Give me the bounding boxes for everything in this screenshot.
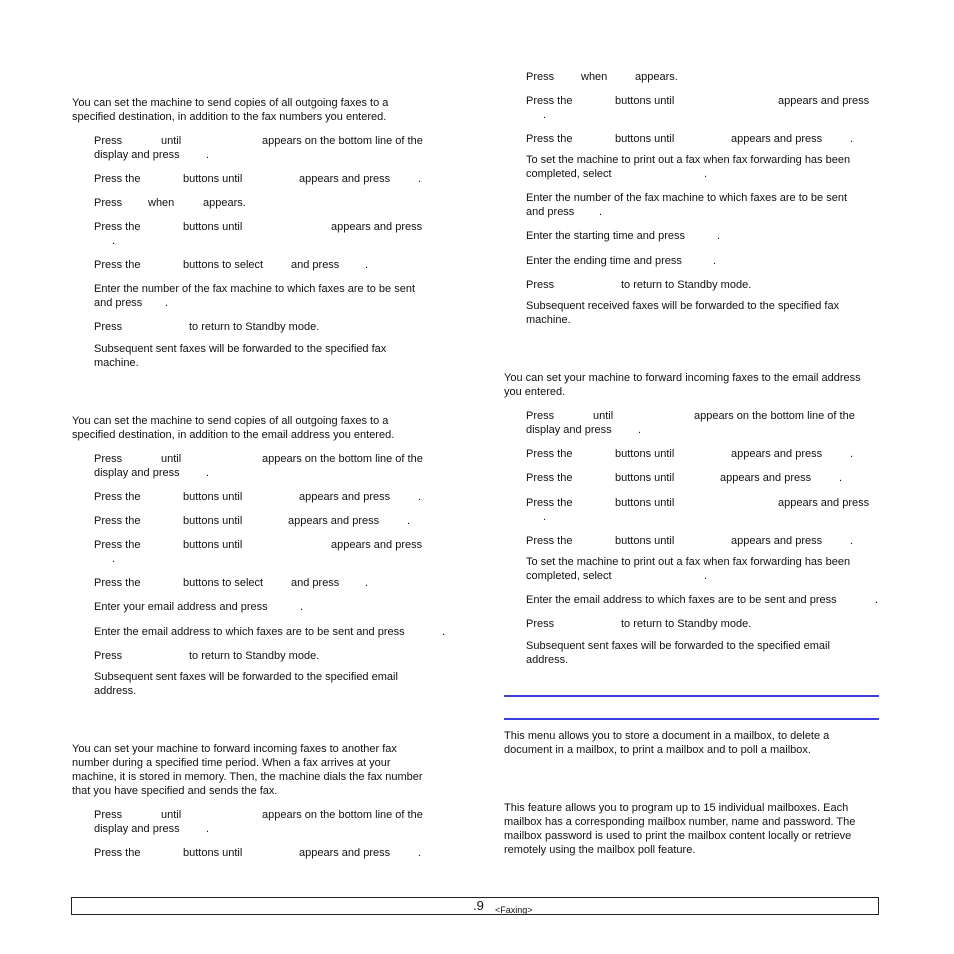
- step-text: .: [418, 173, 422, 185]
- step-text: Enter the email address to which faxes are to be sent and press: [94, 626, 405, 638]
- step-text: completed, select: [526, 570, 612, 582]
- step-text: Press the: [94, 221, 141, 233]
- step-text: Press the: [94, 847, 141, 859]
- step-text: Enter your email address and press: [94, 601, 268, 613]
- step-text: appears on the bottom line of the: [262, 135, 423, 147]
- intro-text: you entered.: [504, 386, 566, 398]
- step-text: Press the: [94, 539, 141, 551]
- step-text: to return to Standby mode.: [189, 650, 320, 662]
- step-text: Press the: [94, 491, 141, 503]
- step-text: and press: [291, 259, 340, 271]
- intro-text: You can set your machine to forward incoming faxes to another fax: [72, 743, 397, 755]
- step-text: Press: [94, 197, 123, 209]
- step-text: Press: [526, 618, 555, 630]
- step-text: Press the: [526, 95, 573, 107]
- step-text: buttons until: [183, 539, 243, 551]
- step-text: appears.: [203, 197, 246, 209]
- step-text: Press: [94, 135, 123, 147]
- step-text: .: [717, 230, 721, 242]
- step-text: to return to Standby mode.: [621, 279, 752, 291]
- step-text: until: [161, 135, 182, 147]
- step-text: buttons to select: [183, 259, 264, 271]
- step-text: Press: [526, 410, 555, 422]
- step-text: .: [206, 149, 210, 161]
- step-text: buttons until: [615, 133, 675, 145]
- step-text: Press the: [526, 448, 573, 460]
- step-text: .: [850, 133, 854, 145]
- step-text: .: [418, 847, 422, 859]
- intro-text: You can set the machine to send copies of all outgoing faxes to a: [72, 97, 389, 109]
- page-number: .9: [473, 898, 484, 913]
- step-text: .: [839, 472, 843, 484]
- step-text: Press: [94, 650, 123, 662]
- step-text: .: [365, 259, 369, 271]
- step-text: until: [161, 809, 182, 821]
- step-text: Enter the number of the fax machine to which faxes are to be sent: [526, 192, 848, 204]
- step-text: To set the machine to print out a fax when fax forwarding has been: [526, 154, 851, 166]
- intro-text: that you have specified and sends the fax.: [72, 785, 278, 797]
- step-text: buttons until: [183, 221, 243, 233]
- step-text: Press: [94, 453, 123, 465]
- step-text: Press the: [94, 577, 141, 589]
- step-text: appears and press: [731, 133, 823, 145]
- note-text: Subsequent received faxes will be forwarded to the specified fax: [526, 300, 840, 312]
- step-text: appears and press: [288, 515, 380, 527]
- step-text: appears and press: [731, 448, 823, 460]
- step-text: display and press: [94, 149, 180, 161]
- step-text: .: [543, 109, 547, 121]
- step-text: .: [407, 515, 411, 527]
- step-text: Press the: [94, 173, 141, 185]
- step-text: .: [206, 467, 210, 479]
- step-text: appears on the bottom line of the: [262, 453, 423, 465]
- step-text: completed, select: [526, 168, 612, 180]
- section-rule-top: [504, 695, 879, 697]
- step-text: .: [850, 448, 854, 460]
- step-text: .: [599, 206, 603, 218]
- step-text: Press: [94, 809, 123, 821]
- step-text: Press the: [94, 515, 141, 527]
- step-text: appears and press: [720, 472, 812, 484]
- intro-text: number during a specified time period. When a fax arrives at your: [72, 757, 391, 769]
- intro-text: You can set your machine to forward incoming faxes to the email address: [504, 372, 861, 384]
- step-text: .: [638, 424, 642, 436]
- step-text: until: [593, 410, 614, 422]
- mailbox-feature-text: remotely using the mailbox poll feature.: [504, 844, 696, 856]
- step-text: .: [165, 297, 169, 309]
- step-text: .: [850, 535, 854, 547]
- step-text: Press the: [526, 535, 573, 547]
- step-text: buttons until: [183, 173, 243, 185]
- step-text: Press: [526, 279, 555, 291]
- intro-text: You can set the machine to send copies of all outgoing faxes to a: [72, 415, 389, 427]
- mailbox-feature-text: mailbox has a corresponding mailbox number, name and password. The: [504, 816, 856, 828]
- section-rule-bottom: [504, 718, 879, 720]
- step-text: .: [704, 168, 708, 180]
- step-text: buttons until: [615, 497, 675, 509]
- step-text: Press: [94, 321, 123, 333]
- step-text: Press the: [94, 259, 141, 271]
- mailbox-intro-text: document in a mailbox, to print a mailbox and to poll a mailbox.: [504, 744, 811, 756]
- intro-text: specified destination, in addition to the email address you entered.: [72, 429, 395, 441]
- note-text: Subsequent sent faxes will be forwarded to the specified email: [94, 671, 398, 683]
- step-text: appears and press: [299, 491, 391, 503]
- step-text: to return to Standby mode.: [621, 618, 752, 630]
- step-text: Press the: [526, 497, 573, 509]
- step-text: buttons to select: [183, 577, 264, 589]
- step-text: display and press: [94, 823, 180, 835]
- note-text: machine.: [526, 314, 571, 326]
- note-text: Subsequent sent faxes will be forwarded to the specified email: [526, 640, 830, 652]
- mailbox-intro-text: This menu allows you to store a document in a mailbox, to delete a: [504, 730, 830, 742]
- step-text: Enter the email address to which faxes are to be sent and press: [526, 594, 837, 606]
- note-text: Subsequent sent faxes will be forwarded to the specified fax: [94, 343, 387, 355]
- step-text: when: [148, 197, 175, 209]
- step-text: appears.: [635, 71, 678, 83]
- step-text: appears on the bottom line of the: [694, 410, 855, 422]
- note-text: machine.: [94, 357, 139, 369]
- step-text: Press the: [526, 472, 573, 484]
- step-text: .: [112, 553, 116, 565]
- step-text: appears and press: [299, 173, 391, 185]
- step-text: appears and press: [731, 535, 823, 547]
- step-text: To set the machine to print out a fax when fax forwarding has been: [526, 556, 851, 568]
- step-text: buttons until: [615, 448, 675, 460]
- step-text: .: [543, 511, 547, 523]
- step-text: Press the: [526, 133, 573, 145]
- step-text: and press: [526, 206, 575, 218]
- step-text: appears and press: [778, 497, 870, 509]
- chapter-name: <Faxing>: [495, 905, 533, 915]
- step-text: .: [112, 235, 116, 247]
- mailbox-feature-text: This feature allows you to program up to 15 individual mailboxes. Each: [504, 802, 849, 814]
- intro-text: machine, it is stored in memory. Then, the machine dials the fax number: [72, 771, 423, 783]
- step-text: .: [418, 491, 422, 503]
- step-text: .: [704, 570, 708, 582]
- step-text: to return to Standby mode.: [189, 321, 320, 333]
- step-text: display and press: [526, 424, 612, 436]
- step-text: until: [161, 453, 182, 465]
- step-text: and press: [291, 577, 340, 589]
- step-text: and press: [94, 297, 143, 309]
- step-text: buttons until: [183, 491, 243, 503]
- step-text: buttons until: [183, 847, 243, 859]
- step-text: .: [300, 601, 304, 613]
- intro-text: specified destination, in addition to the fax numbers you entered.: [72, 111, 387, 123]
- step-text: appears and press: [331, 539, 423, 551]
- step-text: appears on the bottom line of the: [262, 809, 423, 821]
- page-footer: [71, 897, 879, 915]
- step-text: .: [713, 255, 717, 267]
- step-text: Enter the starting time and press: [526, 230, 685, 242]
- note-text: address.: [526, 654, 569, 666]
- step-text: Press: [526, 71, 555, 83]
- step-text: appears and press: [299, 847, 391, 859]
- step-text: when: [581, 71, 608, 83]
- step-text: .: [442, 626, 446, 638]
- step-text: buttons until: [183, 515, 243, 527]
- step-text: Enter the number of the fax machine to which faxes are to be sent: [94, 283, 416, 295]
- note-text: address.: [94, 685, 137, 697]
- step-text: appears and press: [331, 221, 423, 233]
- step-text: .: [365, 577, 369, 589]
- step-text: buttons until: [615, 535, 675, 547]
- step-text: Enter the ending time and press: [526, 255, 682, 267]
- mailbox-feature-text: mailbox password is used to print the mailbox content locally or retrieve: [504, 830, 852, 842]
- step-text: display and press: [94, 467, 180, 479]
- step-text: .: [875, 594, 879, 606]
- step-text: buttons until: [615, 472, 675, 484]
- step-text: .: [206, 823, 210, 835]
- step-text: buttons until: [615, 95, 675, 107]
- step-text: appears and press: [778, 95, 870, 107]
